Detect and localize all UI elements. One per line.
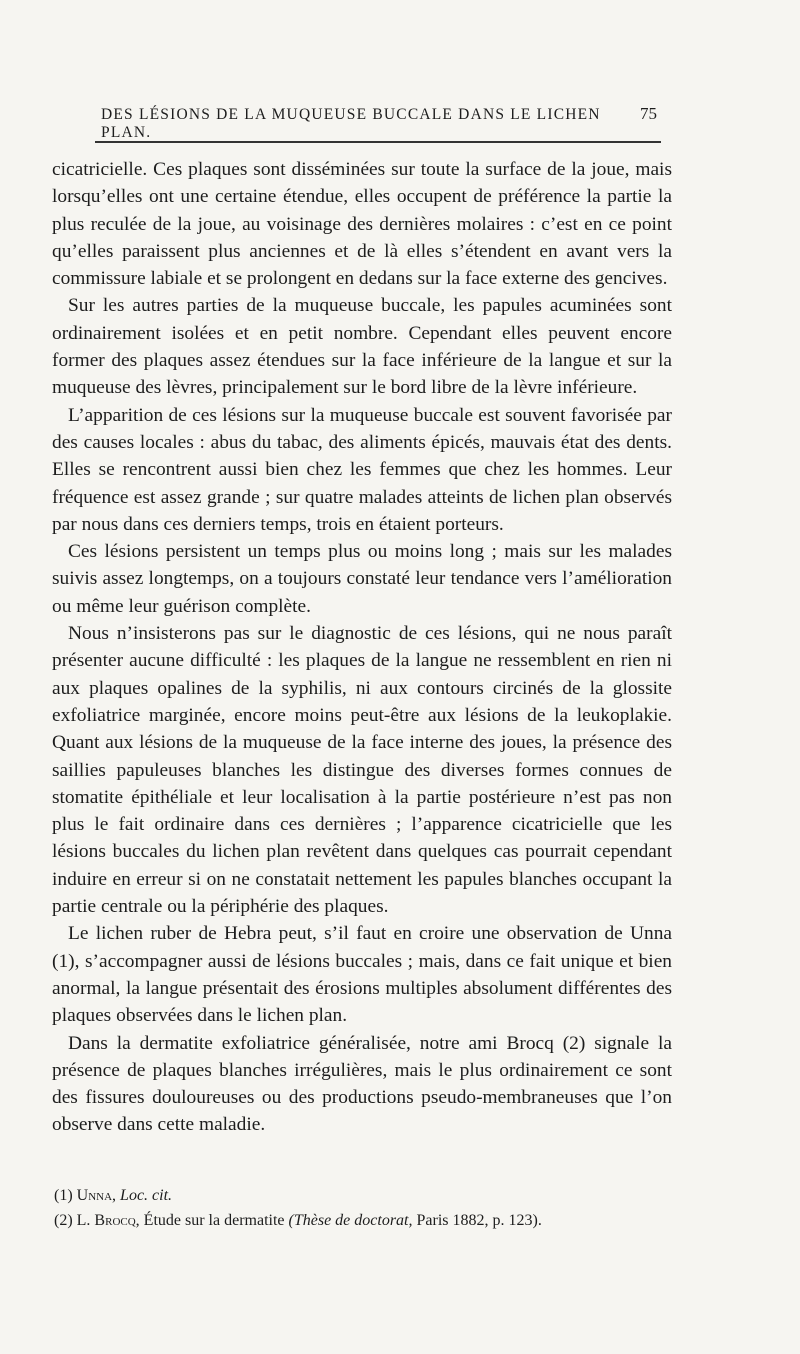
paragraph: Nous n’insisterons pas sur le diagnostic de ces lésions, qui ne nous paraît présenter aucune difficulté : les plaques de la langue ne ressemblent en rien ni aux plaques opalines de la syphilis, ni aux contours circinés de la glossite exfoliatrice marginée, encore moins peut-être aux lésions de la leukoplakie. Quant aux lésions de la muqueuse de la face interne des joues, la présence des saillies papuleuses blanches les distingue des diverses formes connues de stomatite épithéliale et leur localisation à la partie postérieure n’est pas non plus le fait ordinaire dans ces dernières ; l’apparence cicatricielle que les lésions buccales du lichen plan revêtent dans quelques cas pourrait cependant induire en erreur si on ne constatait nettement les papules blanches occupant la partie centrale ou la périphérie des plaques.	[52, 623, 672, 918]
paragraph: Ces lésions persistent un temps plus ou moins long ; mais sur les malades suivis assez longtemps, on a toujours constaté leur tendance vers l’amélioration ou même leur guérison complète.	[52, 541, 672, 617]
footnotes	[54, 1183, 674, 1233]
footnote-title: Loc. cit.	[120, 1187, 173, 1204]
footnote-rest: Paris 1882, p. 123).	[416, 1212, 542, 1229]
footnote-text: Étude sur la dermatite	[143, 1212, 285, 1229]
footnote-2	[54, 1208, 674, 1233]
body-text	[52, 156, 672, 1139]
footnote-author: L. Brocq,	[76, 1212, 140, 1229]
paragraph: Sur les autres parties de la muqueuse buccale, les papules acuminées sont ordinairement isolées et en petit nombre. Cependant elles peuvent encore former des plaques assez étendues sur la face inférieure de la langue et sur la muqueuse des lèvres, principalement sur le bord libre de la lèvre inférieure.	[52, 295, 672, 399]
paragraph: cicatricielle. Ces plaques sont disséminées sur toute la surface de la joue, mais lorsqu’elles ont une certaine étendue, elles occupent de préférence la partie la plus reculée de la joue, au voisinage des dernières molaires : c’est en ce point qu’elles paraissent plus anciennes et de là elles s’étendent en avant vers la commissure labiale et se prolongent en dedans sur la face externe des gencives.	[52, 159, 672, 290]
footnote-title: (Thèse de doctorat,	[288, 1212, 413, 1229]
footnote-mark: (2)	[54, 1212, 73, 1229]
paragraph: Dans la dermatite exfoliatrice généralisée, notre ami Brocq (2) signale la présence de plaques blanches irrégulières, mais le plus ordinairement ce sont des fissures douloureuses ou des productions pseudo-membraneuses que l’on observe dans cette maladie.	[52, 1032, 672, 1136]
footnote-1	[54, 1183, 674, 1208]
paragraph: L’apparition de ces lésions sur la muqueuse buccale est souvent favorisée par des causes locales : abus du tabac, des aliments épicés, mauvais état des dents. Elles se rencontrent aussi bien chez les femmes que chez les hommes. Leur fréquence est assez grande ; sur quatre malades atteints de lichen plan observés par nous dans ces derniers temps, trois en étaient porteurs.	[52, 404, 672, 535]
page-number: 75	[640, 104, 657, 123]
header-rule	[95, 141, 661, 143]
footnote-author: Unna,	[76, 1187, 117, 1204]
running-title: DES LÉSIONS DE LA MUQUEUSE BUCCALE DANS LE LICHEN PLAN.	[101, 106, 601, 141]
running-header	[101, 104, 657, 142]
footnote-mark: (1)	[54, 1187, 73, 1204]
paragraph: Le lichen ruber de Hebra peut, s’il faut en croire une observation de Unna (1), s’accompagner aussi de lésions buccales ; mais, dans ce fait unique et bien anormal, la langue présentait des érosions multiples absolument différentes des plaques observées dans le lichen plan.	[52, 923, 672, 1027]
